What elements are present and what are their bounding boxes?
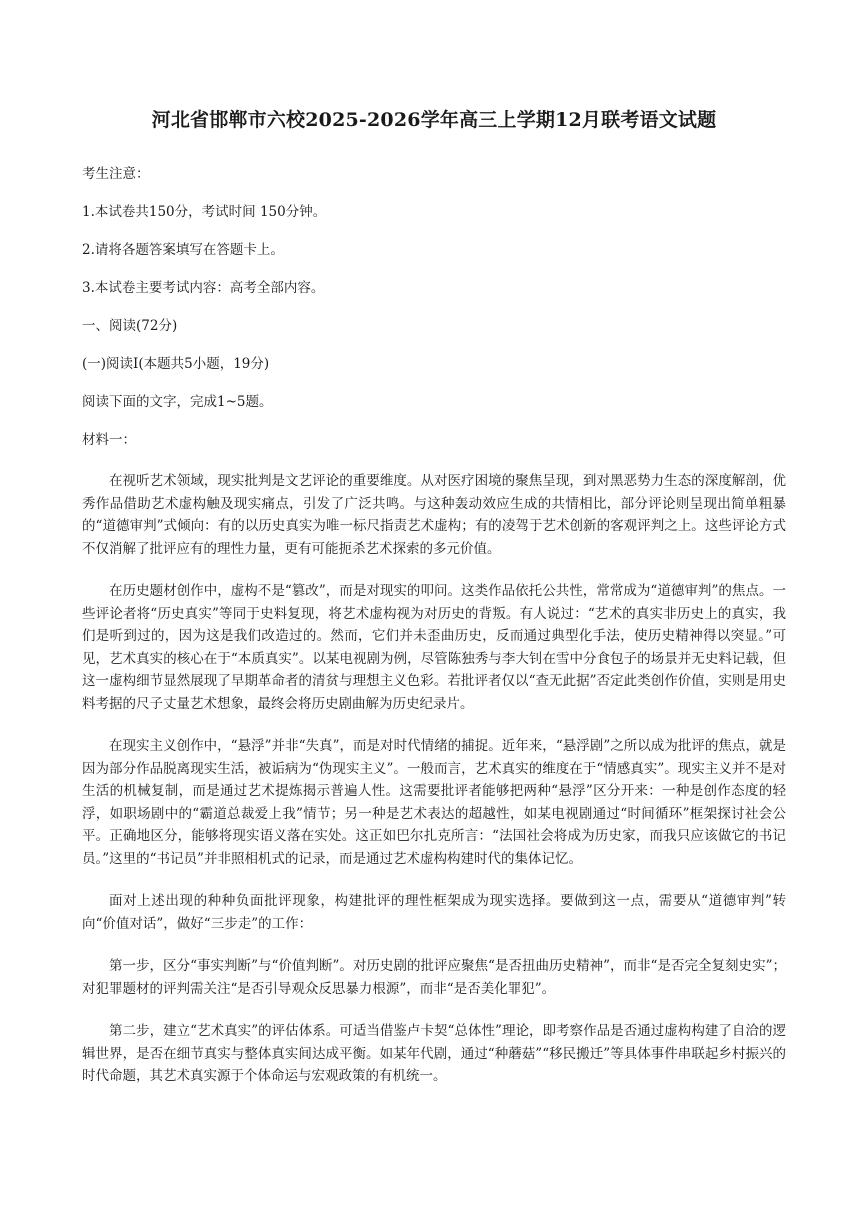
subsection-heading: (一)阅读Ⅰ(本题共5小题，19分) [82,356,270,372]
notice-item: 1.本试卷共150分，考试时间 150分钟。 [82,204,327,220]
body-paragraph: 在现实主义创作中，“悬浮”并非“失真”，而是对时代情绪的捕捉。近年来，“悬浮剧”之所以成为批评的焦点，就是因为部分作品脱离现实生活，被诟病为“伪现实主义”。一般而言，艺术真实的维度在于“情感真实”。现实主义并不是对生活的机械复制，而是通过艺术提炼揭示普遍人性。这需要批评者能够把两种“悬浮”区分开来：一种是创作态度的轻浮，如职场剧中的“霸道总裁爱上我”情节；另一种是艺术表达的超越性，如某电视剧通过“时间循环”框架探讨社会公平。正确地区分，能够将现实语义落在实处。这正如巴尔扎克所言：“法国社会将成为历史家，而我只应该做它的书记员。”这里的“书记员”并非照相机式的记录，而是通过艺术虚构构建时代的集体记忆。 [82,738,786,867]
notice-item: 2.请将各题答案填写在答题卡上。 [82,242,284,258]
notice-item: 3.本试卷主要考试内容：高考全部内容。 [82,280,325,296]
body-paragraph: 面对上述出现的种种负面批评现象，构建批评的理性框架成为现实选择。要做到这一点，需要从“道德审判”转向“价值对话”，做好“三步走”的工作： [82,893,786,932]
body-paragraph: 第一步，区分“事实判断”与“价值判断”。对历史剧的批评应聚焦“是否扭曲历史精神”，而非“是否完全复刻史实”；对犯罪题材的评判需关注“是否引导观众反思暴力根源”，而非“是否美化罪犯”。 [82,958,786,997]
reading-instruction: 阅读下面的文字，完成1~5题。 [82,394,273,410]
material-label: 材料一： [82,432,136,448]
page-title: 河北省邯郸市六校2025-2026学年高三上学期12月联考语文试题 [151,109,717,131]
notice-heading: 考生注意： [82,166,150,182]
body-paragraph: 在视听艺术领域，现实批判是文艺评论的重要维度。从对医疗困境的聚焦呈现，到对黑恶势力生态的深度解剖，优秀作品借助艺术虚构触及现实痛点，引发了广泛共鸣。与这种轰动效应生成的共情相比，部分评论则呈现出简单粗暴的“道德审判”式倾向：有的以历史真实为唯一标尺指责艺术虚构；有的凌驾于艺术创新的客观评判之上。这些评论方式不仅消解了批评应有的理性力量，更有可能扼杀艺术探索的多元价值。 [82,473,786,557]
body-paragraph: 第二步，建立“艺术真实”的评估体系。可适当借鉴卢卡契“总体性”理论，即考察作品是否通过虚构构建了自洽的逻辑世界，是否在细节真实与整体真实间达成平衡。如某年代剧，通过“种蘑菇”“移民搬迁”等具体事件串联起乡村振兴的时代命题，其艺术真实源于个体命运与宏观政策的有机统一。 [82,1023,786,1084]
body-paragraph: 在历史题材创作中，虚构不是“篡改”，而是对现实的叩问。这类作品依托公共性，常常成为“道德审判”的焦点。一些评论者将“历史真实”等同于史料复现，将艺术虚构视为对历史的背叛。有人说过：“艺术的真实非历史上的真实，我们是听到过的，因为这是我们改造过的。然而，它们并未歪曲历史，反而通过典型化手法，使历史精神得以突显。”可见，艺术真实的核心在于“本质真实”。以某电视剧为例，尽管陈独秀与李大钊在雪中分食包子的场景并无史料记载，但这一虚构细节显然展现了早期革命者的清贫与理想主义色彩。若批评者仅以“查无此据”否定此类创作价值，实则是用史料考据的尺子丈量艺术想象，最终会将历史剧曲解为历史纪录片。 [82,583,786,712]
section-heading: 一、阅读(72分) [82,318,178,334]
